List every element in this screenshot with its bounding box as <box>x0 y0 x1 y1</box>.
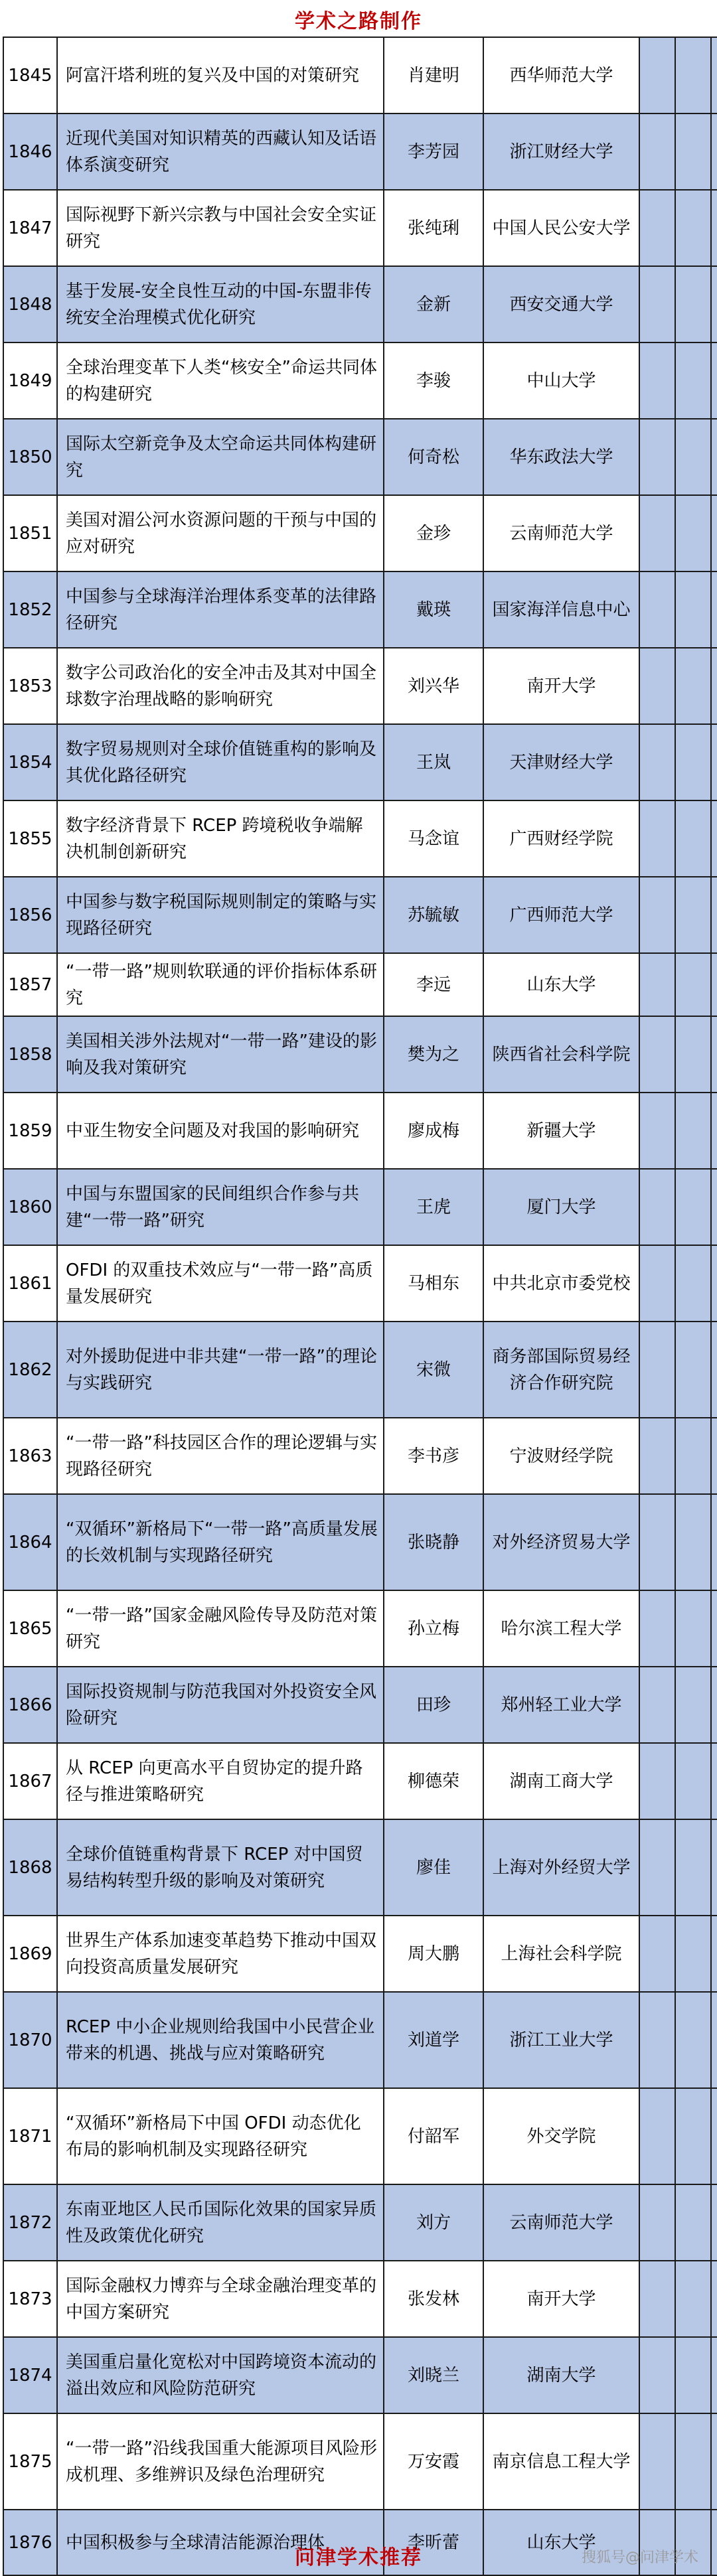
empty-cell <box>675 1916 711 1992</box>
empty-cell <box>675 1169 711 1245</box>
empty-cell <box>639 1590 675 1667</box>
empty-cell <box>639 648 675 724</box>
table-row <box>3 2088 717 2184</box>
project-institution: 郑州轻工业大学 <box>483 1667 639 1743</box>
table-row <box>3 266 717 342</box>
row-number: 1870 <box>3 1992 57 2088</box>
project-title: 国际投资规制与防范我国对外投资安全风险研究 <box>57 1667 384 1743</box>
project-title: “一带一路”国家金融风险传导及防范对策研究 <box>57 1590 384 1667</box>
project-institution: 哈尔滨工程大学 <box>483 1590 639 1667</box>
row-number: 1848 <box>3 266 57 342</box>
row-number: 1871 <box>3 2088 57 2184</box>
row-number: 1872 <box>3 2184 57 2261</box>
project-author: 李昕蕾 <box>384 2510 483 2575</box>
project-author: 宋微 <box>384 1322 483 1418</box>
empty-cell <box>639 190 675 266</box>
project-author: 何奇松 <box>384 419 483 495</box>
project-institution: 天津财经大学 <box>483 724 639 800</box>
row-number: 1855 <box>3 800 57 877</box>
table-row <box>3 2184 717 2261</box>
project-author: 肖建明 <box>384 37 483 114</box>
empty-cell <box>711 1322 717 1418</box>
table-row <box>3 1667 717 1743</box>
project-institution: 上海对外经贸大学 <box>483 1819 639 1916</box>
project-author: 廖佳 <box>384 1819 483 1916</box>
empty-cell <box>675 495 711 571</box>
empty-cell <box>675 1016 711 1093</box>
empty-cell <box>711 2261 717 2337</box>
project-author: 刘道学 <box>384 1992 483 2088</box>
empty-cell <box>675 648 711 724</box>
project-institution: 南京信息工程大学 <box>483 2413 639 2510</box>
project-author: 王虎 <box>384 1169 483 1245</box>
project-title: “一带一路”规则软联通的评价指标体系研究 <box>57 953 384 1016</box>
table-row <box>3 1743 717 1819</box>
empty-cell <box>675 1245 711 1322</box>
empty-cell <box>639 1743 675 1819</box>
table-row <box>3 1093 717 1169</box>
empty-cell <box>711 2088 717 2184</box>
project-title: 美国相关涉外法规对“一带一路”建设的影响及我对策研究 <box>57 1016 384 1093</box>
project-title: 阿富汗塔利班的复兴及中国的对策研究 <box>57 37 384 114</box>
empty-cell <box>711 1245 717 1322</box>
table-row <box>3 1016 717 1093</box>
project-title: 对外援助促进中非共建“一带一路”的理论与实践研究 <box>57 1322 384 1418</box>
project-author: 李远 <box>384 953 483 1016</box>
empty-cell <box>639 2261 675 2337</box>
empty-cell <box>675 419 711 495</box>
empty-cell <box>711 953 717 1016</box>
project-author: 万安霞 <box>384 2413 483 2510</box>
project-institution: 山东大学 <box>483 953 639 1016</box>
row-number: 1863 <box>3 1418 57 1494</box>
empty-cell <box>711 2184 717 2261</box>
project-title: RCEP 中小企业规则给我国中小民营企业带来的机遇、挑战与应对策略研究 <box>57 1992 384 2088</box>
empty-cell <box>639 1667 675 1743</box>
project-institution: 南开大学 <box>483 2261 639 2337</box>
project-author: 戴瑛 <box>384 571 483 648</box>
empty-cell <box>639 724 675 800</box>
page-footer <box>0 2541 717 2569</box>
table-row <box>3 1494 717 1590</box>
empty-cell <box>639 877 675 953</box>
table-row <box>3 495 717 571</box>
project-title: 中国参与全球海洋治理体系变革的法律路径研究 <box>57 571 384 648</box>
empty-cell <box>675 37 711 114</box>
project-title: 近现代美国对知识精英的西藏认知及话语体系演变研究 <box>57 114 384 190</box>
project-institution: 南开大学 <box>483 648 639 724</box>
row-number: 1867 <box>3 1743 57 1819</box>
empty-cell <box>639 2413 675 2510</box>
project-title: “双循环”新格局下“一带一路”高质量发展的长效机制与实现路径研究 <box>57 1494 384 1590</box>
watermark: 搜狐号@问津学术 <box>581 2549 698 2566</box>
empty-cell <box>711 1667 717 1743</box>
project-author: 周大鹏 <box>384 1916 483 1992</box>
empty-cell <box>639 571 675 648</box>
row-number: 1873 <box>3 2261 57 2337</box>
empty-cell <box>711 1743 717 1819</box>
empty-cell <box>639 800 675 877</box>
row-number: 1849 <box>3 342 57 419</box>
empty-cell <box>639 1418 675 1494</box>
empty-cell <box>639 1819 675 1916</box>
row-number: 1854 <box>3 724 57 800</box>
project-institution: 宁波财经学院 <box>483 1418 639 1494</box>
project-institution: 国家海洋信息中心 <box>483 571 639 648</box>
row-number: 1864 <box>3 1494 57 1590</box>
row-number: 1861 <box>3 1245 57 1322</box>
empty-cell <box>675 1819 711 1916</box>
project-institution: 外交学院 <box>483 2088 639 2184</box>
project-title: 全球价值链重构背景下 RCEP 对中国贸易结构转型升级的影响及对策研究 <box>57 1819 384 1916</box>
table-row <box>3 419 717 495</box>
row-number: 1851 <box>3 495 57 571</box>
empty-cell <box>711 37 717 114</box>
table-row <box>3 953 717 1016</box>
empty-cell <box>675 1322 711 1418</box>
table-row <box>3 1819 717 1916</box>
project-title: 基于发展-安全良性互动的中国-东盟非传统安全治理模式优化研究 <box>57 266 384 342</box>
empty-cell <box>675 724 711 800</box>
project-title: 数字公司政治化的安全冲击及其对中国全球数字治理战略的影响研究 <box>57 648 384 724</box>
empty-cell <box>711 877 717 953</box>
row-number: 1853 <box>3 648 57 724</box>
row-number: 1846 <box>3 114 57 190</box>
empty-cell <box>639 1169 675 1245</box>
empty-cell <box>711 114 717 190</box>
row-number: 1862 <box>3 1322 57 1418</box>
project-institution: 新疆大学 <box>483 1093 639 1169</box>
row-number: 1847 <box>3 190 57 266</box>
project-institution: 广西财经学院 <box>483 800 639 877</box>
row-number: 1858 <box>3 1016 57 1093</box>
project-institution: 浙江财经大学 <box>483 114 639 190</box>
empty-cell <box>639 2088 675 2184</box>
empty-cell <box>639 37 675 114</box>
project-author: 张发林 <box>384 2261 483 2337</box>
project-author: 樊为之 <box>384 1016 483 1093</box>
row-number: 1850 <box>3 419 57 495</box>
empty-cell <box>711 342 717 419</box>
empty-cell <box>675 1494 711 1590</box>
project-title: 数字贸易规则对全球价值链重构的影响及其优化路径研究 <box>57 724 384 800</box>
project-title: “一带一路”沿线我国重大能源项目风险形成机理、多维辨识及绿色治理研究 <box>57 2413 384 2510</box>
table-row <box>3 1169 717 1245</box>
table-row <box>3 1418 717 1494</box>
empty-cell <box>639 419 675 495</box>
empty-cell <box>675 114 711 190</box>
empty-cell <box>711 2413 717 2510</box>
project-title: 数字经济背景下 RCEP 跨境税收争端解决机制创新研究 <box>57 800 384 877</box>
row-number: 1857 <box>3 953 57 1016</box>
project-institution: 山东大学 <box>483 2510 639 2575</box>
project-title: 中亚生物安全问题及对我国的影响研究 <box>57 1093 384 1169</box>
project-institution: 西华师范大学 <box>483 37 639 114</box>
empty-cell <box>639 495 675 571</box>
empty-cell <box>675 2184 711 2261</box>
empty-cell <box>675 1667 711 1743</box>
project-author: 刘方 <box>384 2184 483 2261</box>
project-institution: 云南师范大学 <box>483 2184 639 2261</box>
empty-cell <box>639 1322 675 1418</box>
project-author: 马相东 <box>384 1245 483 1322</box>
table-row <box>3 648 717 724</box>
table-row <box>3 2261 717 2337</box>
empty-cell <box>711 495 717 571</box>
empty-cell <box>639 114 675 190</box>
row-number: 1876 <box>3 2510 57 2575</box>
empty-cell <box>711 724 717 800</box>
empty-cell <box>675 2337 711 2413</box>
row-number: 1856 <box>3 877 57 953</box>
project-title: 国际太空新竞争及太空命运共同体构建研究 <box>57 419 384 495</box>
project-institution: 西安交通大学 <box>483 266 639 342</box>
empty-cell <box>675 571 711 648</box>
project-institution: 中国人民公安大学 <box>483 190 639 266</box>
empty-cell <box>711 1992 717 2088</box>
project-institution: 陕西省社会科学院 <box>483 1016 639 1093</box>
project-institution: 华东政法大学 <box>483 419 639 495</box>
table-row <box>3 724 717 800</box>
empty-cell <box>675 1590 711 1667</box>
empty-cell <box>711 1418 717 1494</box>
project-title: 中国参与数字税国际规则制定的策略与实现路径研究 <box>57 877 384 953</box>
project-author: 廖成梅 <box>384 1093 483 1169</box>
empty-cell <box>675 2261 711 2337</box>
table-row <box>3 571 717 648</box>
row-number: 1866 <box>3 1667 57 1743</box>
table-row <box>3 342 717 419</box>
table-row <box>3 2337 717 2413</box>
header-title: 学术之路制作 <box>295 10 422 33</box>
project-institution: 湖南工商大学 <box>483 1743 639 1819</box>
empty-cell <box>711 1819 717 1916</box>
table-row <box>3 37 717 114</box>
empty-cell <box>639 1016 675 1093</box>
project-table <box>3 37 717 2576</box>
project-author: 张晓静 <box>384 1494 483 1590</box>
row-number: 1852 <box>3 571 57 648</box>
project-author: 田珍 <box>384 1667 483 1743</box>
project-title: 美国对湄公河水资源问题的干预与中国的应对研究 <box>57 495 384 571</box>
table-row <box>3 800 717 877</box>
empty-cell <box>675 1093 711 1169</box>
table-row <box>3 1245 717 1322</box>
row-number: 1875 <box>3 2413 57 2510</box>
empty-cell <box>675 2088 711 2184</box>
project-author: 李骏 <box>384 342 483 419</box>
empty-cell <box>675 1418 711 1494</box>
empty-cell <box>639 266 675 342</box>
project-author: 付韶军 <box>384 2088 483 2184</box>
empty-cell <box>675 800 711 877</box>
empty-cell <box>711 571 717 648</box>
table-body <box>3 37 717 2575</box>
project-institution: 对外经济贸易大学 <box>483 1494 639 1590</box>
row-number: 1859 <box>3 1093 57 1169</box>
project-author: 孙立梅 <box>384 1590 483 1667</box>
empty-cell <box>675 877 711 953</box>
row-number: 1845 <box>3 37 57 114</box>
empty-cell <box>711 1093 717 1169</box>
empty-cell <box>711 648 717 724</box>
project-title: 中国积极参与全球清洁能源治理体 <box>57 2510 384 2575</box>
row-number: 1874 <box>3 2337 57 2413</box>
project-author: 李书彦 <box>384 1418 483 1494</box>
table-row <box>3 190 717 266</box>
table-row <box>3 1916 717 1992</box>
project-title: “双循环”新格局下中国 OFDI 动态优化布局的影响机制及实现路径研究 <box>57 2088 384 2184</box>
project-institution: 云南师范大学 <box>483 495 639 571</box>
project-title: 全球治理变革下人类“核安全”命运共同体的构建研究 <box>57 342 384 419</box>
empty-cell <box>639 1245 675 1322</box>
project-institution: 商务部国际贸易经济合作研究院 <box>483 1322 639 1418</box>
project-institution: 上海社会科学院 <box>483 1916 639 1992</box>
empty-cell <box>711 419 717 495</box>
page-header <box>0 0 717 38</box>
project-institution: 湖南大学 <box>483 2337 639 2413</box>
empty-cell <box>711 1916 717 1992</box>
project-title: 美国重启量化宽松对中国跨境资本流动的溢出效应和风险防范研究 <box>57 2337 384 2413</box>
project-institution: 广西师范大学 <box>483 877 639 953</box>
empty-cell <box>711 1016 717 1093</box>
empty-cell <box>675 266 711 342</box>
empty-cell <box>675 190 711 266</box>
empty-cell <box>639 342 675 419</box>
project-author: 王岚 <box>384 724 483 800</box>
project-author: 刘兴华 <box>384 648 483 724</box>
project-title: 世界生产体系加速变革趋势下推动中国双向投资高质量发展研究 <box>57 1916 384 1992</box>
empty-cell <box>639 953 675 1016</box>
project-author: 苏毓敏 <box>384 877 483 953</box>
project-title: 国际金融权力博弈与全球金融治理变革的中国方案研究 <box>57 2261 384 2337</box>
empty-cell <box>711 2337 717 2413</box>
empty-cell <box>711 1494 717 1590</box>
project-title: 东南亚地区人民币国际化效果的国家异质性及政策优化研究 <box>57 2184 384 2261</box>
row-number: 1868 <box>3 1819 57 1916</box>
empty-cell <box>675 953 711 1016</box>
empty-cell <box>711 1169 717 1245</box>
empty-cell <box>675 1743 711 1819</box>
empty-cell <box>639 1494 675 1590</box>
project-title: OFDI 的双重技术效应与“一带一路”高质量发展研究 <box>57 1245 384 1322</box>
row-number: 1860 <box>3 1169 57 1245</box>
empty-cell <box>639 2337 675 2413</box>
project-title: 中国与东盟国家的民间组织合作参与共建“一带一路”研究 <box>57 1169 384 1245</box>
empty-cell <box>675 342 711 419</box>
empty-cell <box>639 2184 675 2261</box>
empty-cell <box>711 1590 717 1667</box>
table-row <box>3 1590 717 1667</box>
empty-cell <box>711 266 717 342</box>
project-institution: 浙江工业大学 <box>483 1992 639 2088</box>
project-author: 马念谊 <box>384 800 483 877</box>
row-number: 1869 <box>3 1916 57 1992</box>
empty-cell <box>639 1992 675 2088</box>
project-author: 李芳园 <box>384 114 483 190</box>
empty-cell <box>675 2413 711 2510</box>
footer-recommend: 问津学术推荐 <box>295 2545 422 2569</box>
project-author: 张纯琍 <box>384 190 483 266</box>
empty-cell <box>711 190 717 266</box>
empty-cell <box>675 1992 711 2088</box>
project-author: 金珍 <box>384 495 483 571</box>
table-row <box>3 1992 717 2088</box>
table-row <box>3 1322 717 1418</box>
project-author: 金新 <box>384 266 483 342</box>
project-institution: 中共北京市委党校 <box>483 1245 639 1322</box>
project-institution: 厦门大学 <box>483 1169 639 1245</box>
project-title: “一带一路”科技园区合作的理论逻辑与实现路径研究 <box>57 1418 384 1494</box>
table-row <box>3 2413 717 2510</box>
row-number: 1865 <box>3 1590 57 1667</box>
project-title: 从 RCEP 向更高水平自贸协定的提升路径与推进策略研究 <box>57 1743 384 1819</box>
table-row <box>3 877 717 953</box>
project-author: 刘晓兰 <box>384 2337 483 2413</box>
project-institution: 中山大学 <box>483 342 639 419</box>
table-row <box>3 114 717 190</box>
empty-cell <box>639 1916 675 1992</box>
empty-cell <box>639 1093 675 1169</box>
project-author: 柳德荣 <box>384 1743 483 1819</box>
empty-cell <box>711 800 717 877</box>
project-title: 国际视野下新兴宗教与中国社会安全实证研究 <box>57 190 384 266</box>
